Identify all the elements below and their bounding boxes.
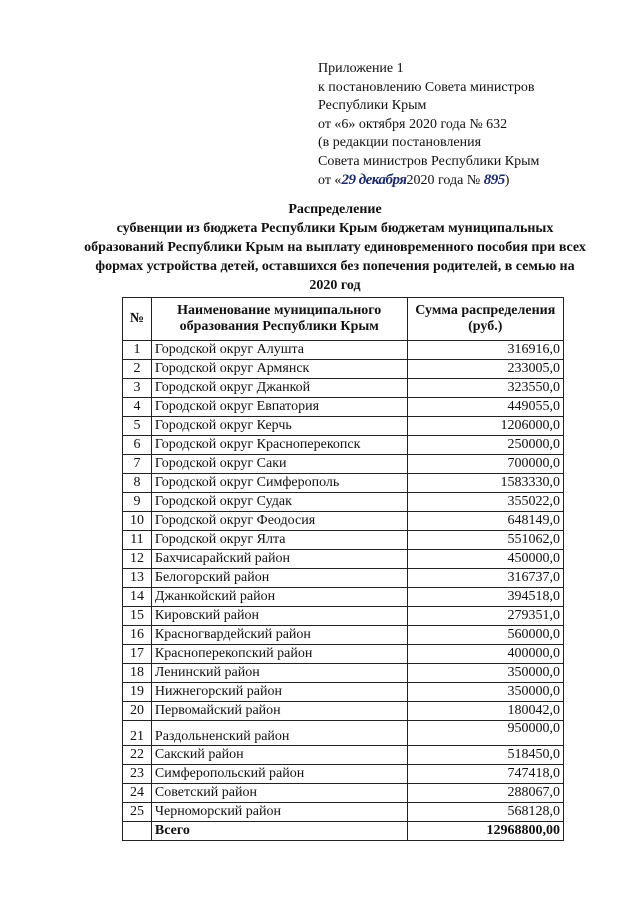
appendix-line-4: от «6» октября 2020 года № 632: [318, 116, 508, 132]
row-num: 11: [123, 531, 152, 550]
row-num: 8: [123, 474, 152, 493]
row-name: Городской округ Алушта: [151, 341, 407, 360]
table-row: [123, 436, 564, 455]
row-name: Городской округ Керчь: [151, 417, 407, 436]
row-name: Городской округ Саки: [151, 455, 407, 474]
row-name: Городской округ Красноперекопск: [151, 436, 407, 455]
row-name: Кировский район: [151, 607, 407, 626]
table-row: [123, 765, 564, 784]
row-name: Джанкойский район: [151, 588, 407, 607]
row-name: Городской округ Симферополь: [151, 474, 407, 493]
table-row: [123, 569, 564, 588]
row-name: Красноперекопский район: [151, 645, 407, 664]
row-sum: 400000,0: [407, 645, 563, 664]
total-sum: 12968800,00: [407, 822, 563, 841]
handwritten-date: 29 декабря: [341, 172, 407, 188]
title-heading: Распределение: [288, 202, 382, 217]
table-row: [123, 379, 564, 398]
row-num: 7: [123, 455, 152, 474]
row-num: 17: [123, 645, 152, 664]
row-sum: 551062,0: [407, 531, 563, 550]
row-sum: 648149,0: [407, 512, 563, 531]
row-num: 9: [123, 493, 152, 512]
row-name: Городской округ Судак: [151, 493, 407, 512]
row-num: 24: [123, 784, 152, 803]
appendix-line-3: Республики Крым: [318, 98, 427, 113]
row-num: 18: [123, 664, 152, 683]
row-name: Ленинский район: [151, 664, 407, 683]
appendix-line-2: к постановлению Совета министров: [318, 79, 535, 95]
row-num: 15: [123, 607, 152, 626]
table-row: [123, 664, 564, 683]
row-sum: 1583330,0: [407, 474, 563, 493]
table-row: [123, 417, 564, 436]
row-sum: 518450,0: [407, 746, 563, 765]
row-sum: 747418,0: [407, 765, 563, 784]
row-sum: 1206000,0: [407, 417, 563, 436]
row-num: 25: [123, 803, 152, 822]
table-row: [123, 803, 564, 822]
row-name: Черноморский район: [151, 803, 407, 822]
header-num: №: [123, 298, 152, 341]
row-name: Симферопольский район: [151, 765, 407, 784]
row-num: 10: [123, 512, 152, 531]
row-num: 3: [123, 379, 152, 398]
row-name: Раздольненский район: [151, 721, 407, 746]
table-row: [123, 341, 564, 360]
row-sum: 279351,0: [407, 607, 563, 626]
title-body: субвенции из бюджета Республики Крым бюджетам муниципальных образований Республики Крым на выплату единовременного пособия при всех формах устройства детей, оставшихся без попечения родителей, в семью на 2020 год: [84, 221, 586, 293]
appendix-line-1: Приложение 1: [318, 61, 404, 76]
row-sum: 316737,0: [407, 569, 563, 588]
table-row: [123, 721, 564, 746]
row-name: Нижнегорский район: [151, 683, 407, 702]
row-sum: 350000,0: [407, 664, 563, 683]
table-row: [123, 512, 564, 531]
row-sum: 323550,0: [407, 379, 563, 398]
row-name: Городской округ Ялта: [151, 531, 407, 550]
row-num: 6: [123, 436, 152, 455]
appendix-header: [318, 60, 618, 191]
row-sum: 350000,0: [407, 683, 563, 702]
row-sum: 450000,0: [407, 550, 563, 569]
row-name: Городской округ Джанкой: [151, 379, 407, 398]
row-sum: 950000,0: [407, 721, 563, 746]
row-num: 22: [123, 746, 152, 765]
row-name: Городской округ Армянск: [151, 360, 407, 379]
appendix-line-7-prefix: от «: [318, 173, 342, 188]
table-header-row: [123, 298, 564, 341]
table-row: [123, 702, 564, 721]
table-row: [123, 550, 564, 569]
table-row: [123, 531, 564, 550]
row-num: 13: [123, 569, 152, 588]
row-sum: 560000,0: [407, 626, 563, 645]
handwritten-number: 895: [483, 172, 505, 188]
appendix-line-5: (в редакции постановления: [318, 135, 482, 150]
row-sum: 316916,0: [407, 341, 563, 360]
table-row: [123, 588, 564, 607]
row-name: Городской округ Феодосия: [151, 512, 407, 531]
table-row: [123, 626, 564, 645]
row-sum: 180042,0: [407, 702, 563, 721]
table-row: [123, 360, 564, 379]
row-name: Красногвардейский район: [151, 626, 407, 645]
row-sum: 233005,0: [407, 360, 563, 379]
header-sum: Сумма распределения (руб.): [407, 298, 563, 341]
row-name: Белогорский район: [151, 569, 407, 588]
table-row: [123, 474, 564, 493]
row-name: Первомайский район: [151, 702, 407, 721]
row-num: 14: [123, 588, 152, 607]
appendix-line-7-suffix: ): [504, 173, 510, 188]
table-row: [123, 493, 564, 512]
table-row: [123, 607, 564, 626]
row-sum: 449055,0: [407, 398, 563, 417]
table-body: [123, 341, 564, 841]
row-num: 23: [123, 765, 152, 784]
appendix-line-6: Совета министров Республики Крым: [318, 153, 540, 169]
header-name: Наименование муниципального образования Республики Крым: [151, 298, 407, 341]
row-sum: 700000,0: [407, 455, 563, 474]
appendix-line-7: [318, 171, 618, 191]
table-total-row: [123, 822, 564, 841]
table-row: [123, 398, 564, 417]
row-num: 2: [123, 360, 152, 379]
table-row: [123, 455, 564, 474]
total-label: Всего: [151, 822, 407, 841]
row-name: Городской округ Евпатория: [151, 398, 407, 417]
table-row: [123, 746, 564, 765]
row-num: 19: [123, 683, 152, 702]
row-name: Сакский район: [151, 746, 407, 765]
row-num: 5: [123, 417, 152, 436]
total-num-empty: [123, 822, 152, 841]
row-num: 4: [123, 398, 152, 417]
row-sum: 568128,0: [407, 803, 563, 822]
row-num: 1: [123, 341, 152, 360]
table-row: [123, 645, 564, 664]
table-row: [123, 683, 564, 702]
row-name: Советский район: [151, 784, 407, 803]
row-sum: 355022,0: [407, 493, 563, 512]
row-num: 21: [123, 721, 152, 746]
row-sum: 288067,0: [407, 784, 563, 803]
distribution-table: [122, 297, 564, 841]
row-sum: 394518,0: [407, 588, 563, 607]
row-sum: 250000,0: [407, 436, 563, 455]
row-name: Бахчисарайский район: [151, 550, 407, 569]
row-num: 20: [123, 702, 152, 721]
document-title: [80, 200, 590, 295]
table-row: [123, 784, 564, 803]
row-num: 16: [123, 626, 152, 645]
row-num: 12: [123, 550, 152, 569]
appendix-line-7-year: 2020 года №: [406, 173, 481, 188]
